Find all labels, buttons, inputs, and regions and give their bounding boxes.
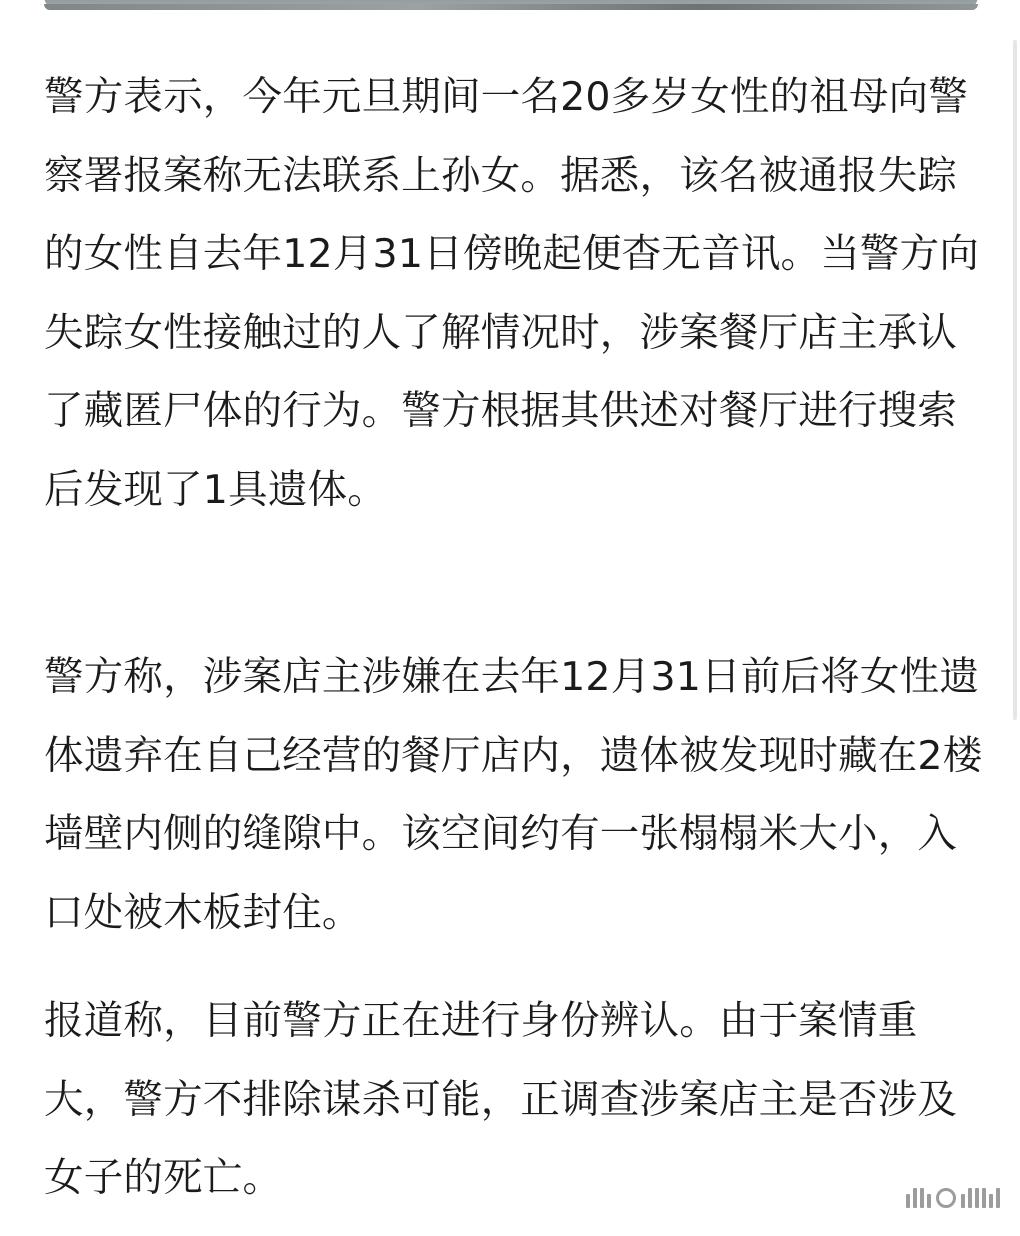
platform-watermark-icon	[906, 1186, 1000, 1210]
watermark-bars-right	[961, 1188, 1000, 1208]
article-top-image	[44, 0, 978, 10]
article-paragraph-1: 警方表示，今年元旦期间一名20多岁女性的祖母向警察署报案称无法联系上孙女。据悉，该名被通报失踪的女性自去年12月31日傍晚起便杳无音讯。当警方向失踪女性接触过的人了解情况时，涉案餐厅店主承认了藏匿尸体的行为。警方根据其供述对餐厅进行搜索后发现了1具遗体。	[44, 74, 980, 513]
article-paragraph-2: 警方称，涉案店主涉嫌在去年12月31日前后将女性遗体遗弃在自己经营的餐厅店内，遗体被发现时藏在2楼墙壁内侧的缝隙中。该空间约有一张榻榻米大小，入口处被木板封住。	[44, 654, 983, 936]
watermark-circle	[936, 1188, 956, 1208]
watermark-bars-left	[906, 1188, 931, 1208]
scrollbar[interactable]	[1013, 40, 1017, 720]
article-paragraph-3: 报道称，目前警方正在进行身份辨认。由于案情重大，警方不排除谋杀可能，正调查涉案店主是否涉及女子的死亡。	[44, 998, 958, 1201]
